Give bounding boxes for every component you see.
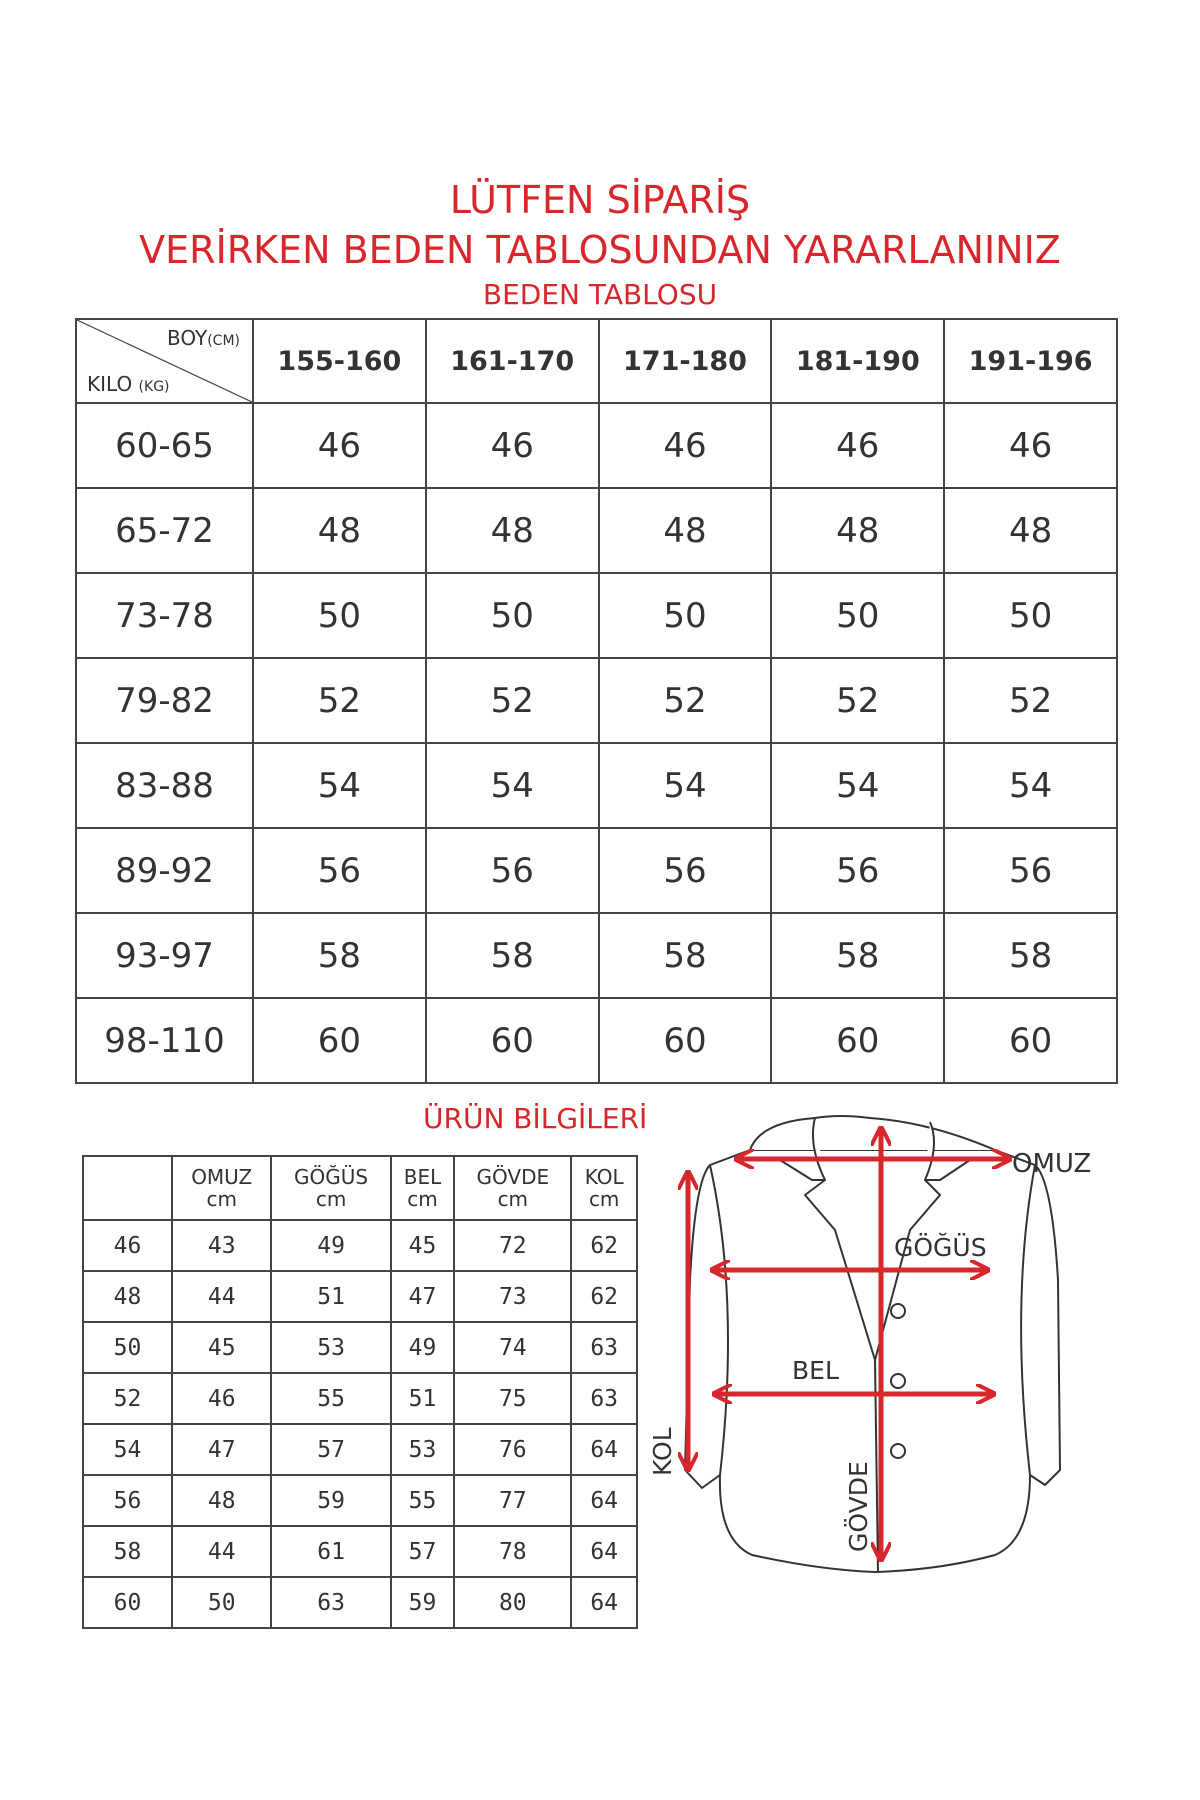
empty-header-cell [83, 1156, 172, 1220]
measure-cell: 74 [454, 1322, 571, 1373]
kilo-label: KILO (KG) [87, 372, 170, 396]
table-row [83, 1577, 637, 1628]
measure-cell: 48 [172, 1475, 271, 1526]
measure-cell: 80 [454, 1577, 571, 1628]
measure-cell: 55 [271, 1373, 390, 1424]
jacket-diagram [640, 1100, 1120, 1600]
size-cell: 58 [944, 913, 1117, 998]
table-row [83, 1220, 637, 1271]
size-cell: 46 [771, 403, 944, 488]
measure-cell: 45 [172, 1322, 271, 1373]
column-header: KOL cm [571, 1156, 637, 1220]
measure-cell: 49 [271, 1220, 390, 1271]
table-row [83, 1526, 637, 1577]
size-label: 46 [83, 1220, 172, 1271]
size-cell: 58 [253, 913, 426, 998]
measure-cell: 63 [571, 1322, 637, 1373]
height-header: 161-170 [426, 319, 599, 403]
measure-cell: 44 [172, 1271, 271, 1322]
measure-cell: 55 [391, 1475, 454, 1526]
height-header: 171-180 [599, 319, 772, 403]
measure-cell: 51 [391, 1373, 454, 1424]
size-cell: 52 [253, 658, 426, 743]
size-cell: 52 [599, 658, 772, 743]
size-cell: 60 [944, 998, 1117, 1083]
size-cell: 56 [944, 828, 1117, 913]
size-cell: 52 [426, 658, 599, 743]
size-cell: 56 [771, 828, 944, 913]
size-label: 50 [83, 1322, 172, 1373]
size-cell: 54 [771, 743, 944, 828]
title-line-2: VERİRKEN BEDEN TABLOSUNDAN YARARLANINIZ [139, 228, 1061, 272]
kol-label: KOL [648, 1427, 677, 1476]
size-label: 52 [83, 1373, 172, 1424]
size-cell: 50 [253, 573, 426, 658]
height-header: 191-196 [944, 319, 1117, 403]
size-label: 56 [83, 1475, 172, 1526]
size-cell: 54 [944, 743, 1117, 828]
table-row [76, 743, 1117, 828]
size-cell: 46 [253, 403, 426, 488]
measure-cell: 47 [391, 1271, 454, 1322]
size-cell: 50 [426, 573, 599, 658]
weight-cell: 83-88 [76, 743, 253, 828]
measure-cell: 63 [271, 1577, 390, 1628]
column-header: GÖĞÜS cm [271, 1156, 390, 1220]
measure-cell: 64 [571, 1577, 637, 1628]
size-cell: 48 [944, 488, 1117, 573]
title-line-1: LÜTFEN SİPARİŞ [449, 178, 751, 222]
size-cell: 50 [599, 573, 772, 658]
measure-cell: 78 [454, 1526, 571, 1577]
size-table [75, 318, 1118, 1084]
size-cell: 48 [771, 488, 944, 573]
boy-label: BOY(CM) [166, 326, 240, 350]
measure-cell: 62 [571, 1220, 637, 1271]
table-row [83, 1475, 637, 1526]
measure-cell: 59 [271, 1475, 390, 1526]
column-header: GÖVDE cm [454, 1156, 571, 1220]
table-row [83, 1373, 637, 1424]
size-cell: 60 [599, 998, 772, 1083]
size-cell: 60 [253, 998, 426, 1083]
measure-cell: 47 [172, 1424, 271, 1475]
weight-cell: 65-72 [76, 488, 253, 573]
measure-cell: 77 [454, 1475, 571, 1526]
size-label: 58 [83, 1526, 172, 1577]
size-cell: 60 [426, 998, 599, 1083]
size-cell: 54 [599, 743, 772, 828]
table-row [76, 828, 1117, 913]
size-label: 54 [83, 1424, 172, 1475]
measure-cell: 76 [454, 1424, 571, 1475]
measure-cell: 57 [391, 1526, 454, 1577]
column-header: OMUZ cm [172, 1156, 271, 1220]
size-cell: 60 [771, 998, 944, 1083]
bel-label: BEL [792, 1356, 839, 1385]
size-cell: 50 [771, 573, 944, 658]
size-cell: 58 [599, 913, 772, 998]
weight-cell: 73-78 [76, 573, 253, 658]
govde-label: GÖVDE [844, 1461, 873, 1552]
table-row [76, 998, 1117, 1083]
size-cell: 50 [944, 573, 1117, 658]
product-info-table [82, 1155, 638, 1629]
size-cell: 56 [426, 828, 599, 913]
size-table-title: BEDEN TABLOSU [482, 278, 718, 311]
omuz-label: OMUZ [1012, 1149, 1092, 1179]
table-row [83, 1322, 637, 1373]
size-cell: 46 [599, 403, 772, 488]
button [891, 1444, 905, 1458]
size-cell: 46 [944, 403, 1117, 488]
size-cell: 54 [253, 743, 426, 828]
measure-cell: 53 [391, 1424, 454, 1475]
size-cell: 52 [944, 658, 1117, 743]
weight-cell: 98-110 [76, 998, 253, 1083]
size-label: 60 [83, 1577, 172, 1628]
height-header: 155-160 [253, 319, 426, 403]
collar [750, 1116, 995, 1150]
size-cell: 52 [771, 658, 944, 743]
size-table-header [76, 319, 1117, 403]
table-row [76, 403, 1117, 488]
size-cell: 56 [253, 828, 426, 913]
column-header: BEL cm [391, 1156, 454, 1220]
size-cell: 58 [426, 913, 599, 998]
measure-cell: 72 [454, 1220, 571, 1271]
size-cell: 48 [253, 488, 426, 573]
measure-cell: 64 [571, 1526, 637, 1577]
measure-cell: 53 [271, 1322, 390, 1373]
measure-cell: 75 [454, 1373, 571, 1424]
height-header: 181-190 [771, 319, 944, 403]
measure-cell: 62 [571, 1271, 637, 1322]
weight-cell: 89-92 [76, 828, 253, 913]
gogus-label: GÖĞÜS [894, 1233, 987, 1262]
button [891, 1304, 905, 1318]
size-cell: 54 [426, 743, 599, 828]
size-cell: 48 [599, 488, 772, 573]
measure-cell: 73 [454, 1271, 571, 1322]
size-label: 48 [83, 1271, 172, 1322]
table-row [76, 488, 1117, 573]
table-row [76, 658, 1117, 743]
weight-cell: 79-82 [76, 658, 253, 743]
button [891, 1374, 905, 1388]
product-info-title: ÜRÜN BİLGİLERİ [423, 1102, 648, 1135]
measure-cell: 64 [571, 1475, 637, 1526]
measure-cell: 59 [391, 1577, 454, 1628]
measure-cell: 44 [172, 1526, 271, 1577]
measure-cell: 51 [271, 1271, 390, 1322]
table-row [83, 1271, 637, 1322]
product-info-header [83, 1156, 637, 1220]
measure-cell: 50 [172, 1577, 271, 1628]
size-cell: 58 [771, 913, 944, 998]
size-cell: 46 [426, 403, 599, 488]
table-row [76, 913, 1117, 998]
size-cell: 56 [599, 828, 772, 913]
measure-cell: 57 [271, 1424, 390, 1475]
corner-cell [76, 319, 253, 403]
measure-cell: 63 [571, 1373, 637, 1424]
table-row [83, 1424, 637, 1475]
measure-cell: 61 [271, 1526, 390, 1577]
measure-cell: 49 [391, 1322, 454, 1373]
measure-cell: 43 [172, 1220, 271, 1271]
table-row [76, 573, 1117, 658]
measure-cell: 45 [391, 1220, 454, 1271]
measure-cell: 46 [172, 1373, 271, 1424]
size-cell: 48 [426, 488, 599, 573]
weight-cell: 93-97 [76, 913, 253, 998]
weight-cell: 60-65 [76, 403, 253, 488]
measure-cell: 64 [571, 1424, 637, 1475]
